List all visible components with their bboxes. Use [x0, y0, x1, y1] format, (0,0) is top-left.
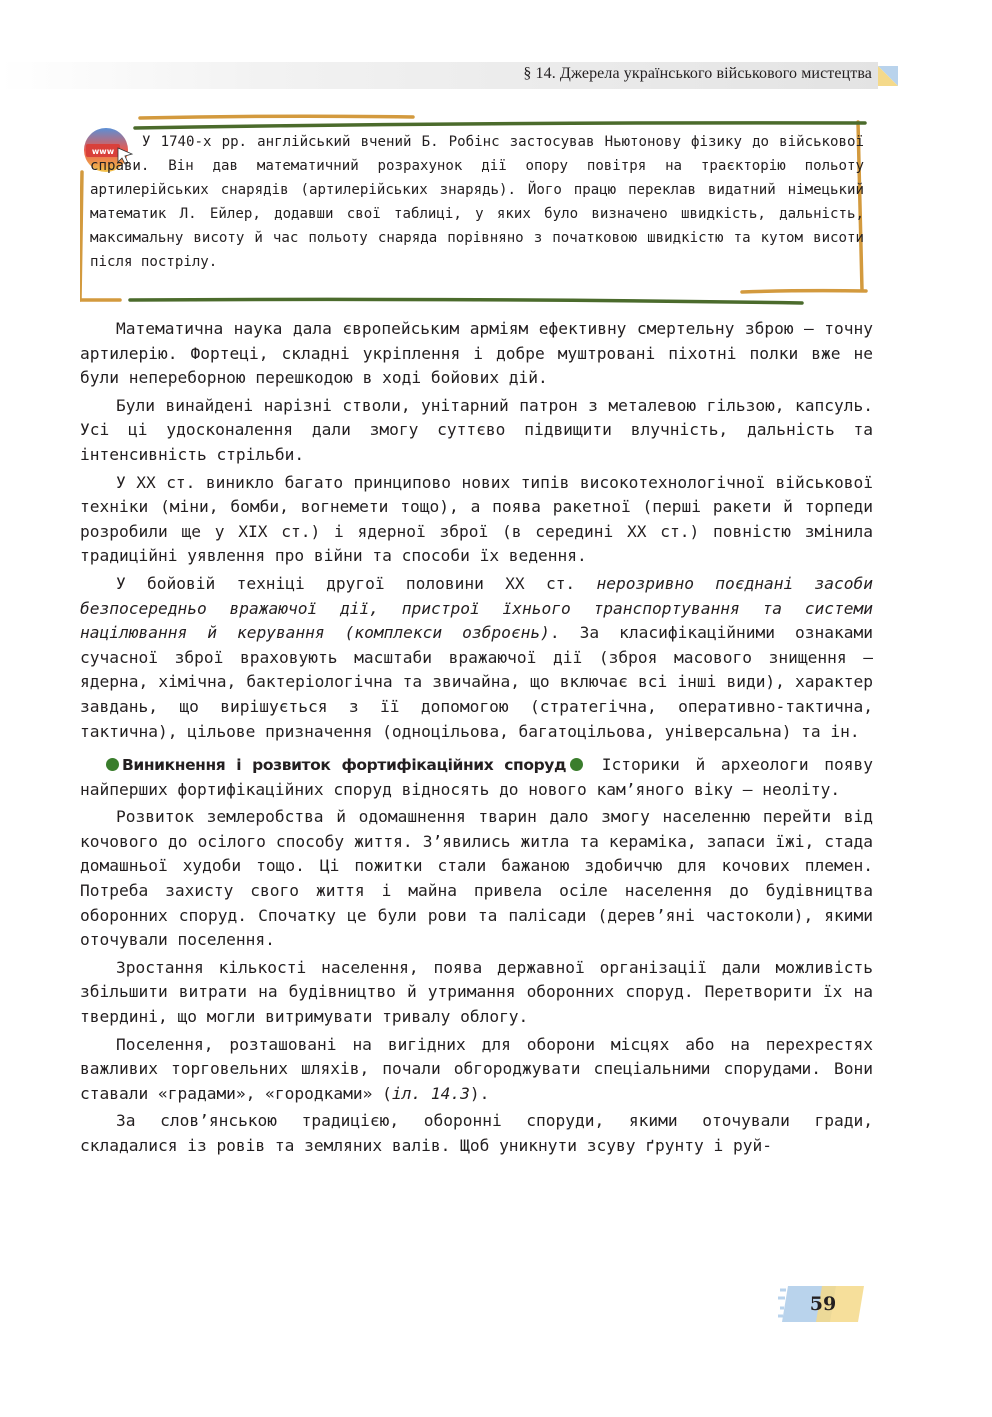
note-text: [90, 130, 864, 274]
paragraph-5: [80, 753, 873, 802]
paragraph-4-italic: нерозривно поєднані засоби безпосередньо вражаючої дії, пристрої їхнього транспортування та системи націлювання й керування (комплекси озброєнь): [80, 573, 874, 643]
bullet-dot-icon: [570, 758, 583, 771]
paragraph-4: [80, 572, 873, 744]
main-text: [80, 317, 873, 1162]
header-corner-decoration: [878, 66, 898, 86]
paragraph-5-text: Історики й археологи появу найперших фортифікаційних споруд відносять до нового кам’яного віку — неоліту.: [80, 755, 873, 799]
paragraph-8-end: ).: [469, 1083, 490, 1103]
paragraph-4-start: У бойовій техніці другої половини XX ст.: [116, 573, 597, 593]
running-header: § 14. Джерела українського військового мистецтва: [523, 65, 872, 82]
illustration-reference: іл. 14.3: [391, 1083, 470, 1103]
paragraph-8-start: Поселення, розташовані на вигідних для оборони місцях або на перехрестях важливих торговельних шляхів, почали обгороджувати спеціальними спорудами. Вони ставали «градами», «городками» (: [80, 1034, 873, 1103]
bullet-dot-icon: [106, 758, 119, 771]
paragraph-7: Зростання кількості населення, поява державної організації дали можливість збільшити витрати на будівництво й утримання оборонних споруд. Перетворити їх на твердині, що могли витримувати тривалу облогу.: [80, 957, 873, 1027]
note-paragraph: У 1740-х рр. англійський вчений Б. Робінс застосував Ньютонову фізику до військової справи. Він дав математичний розрахунок дії опору повітря на траєкторію польоту артилерійських снарядів (артилерійських знарядь). Його працю переклав видатний німецький математик Л. Ейлер, додавши свої таблиці, у яких було визначено швидкість, дальність, максимальну висоту й час польоту снаряда порівняно з початковою швидкістю та кутом висоти після пострілу.: [90, 134, 864, 270]
paragraph-9: За слов’янською традицією, оборонні споруди, якими оточували гради, складалися із ровів та земляних валів. Щоб уникнути зсуву ґрунту і руй-: [80, 1111, 873, 1155]
paragraph-2: Були винайдені нарізні стволи, унітарний патрон з металевою гільзою, капсуль. Усі ці удосконалення дали змогу суттєво підвищити влучність, дальність та інтенсивність стрільби.: [80, 395, 873, 464]
paragraph-6: Розвиток землеробства й одомашнення тварин дало змогу населенню перейти від кочового до осілого способу життя. З’явились житла та кераміка, запаси їжі, стада домашньої худоби тощо. Ці пожитки стали бажаною здобиччю для кочових племен. Потреба захисту свого життя і майна привела осіле населення до будівництва оборонних споруд. Спочатку це були рови та палісади (дерев’яні частоколи), якими оточували поселення.: [80, 807, 873, 950]
page-number-tab: [778, 1284, 868, 1324]
paragraph-4-end: . За класифікаційними ознаками сучасної зброї враховують масштаби вражаючої дії (зброя масового знищення — ядерна, хімічна, бактеріологічна та звичайна, що включає всі інші види), характер завдань, що вирішується з її допомогою (стратегічна, оперативно-тактична, тактична), цільове призначення (одноцільова, багатоцільова, універсальна) та ін.: [80, 623, 874, 741]
www-icon-label: www: [91, 147, 115, 156]
section-title: Виникнення і розвиток фортифікаційних споруд: [122, 756, 567, 775]
page-number: 59: [809, 1293, 837, 1315]
paragraph-1: Математична наука дала європейським арміям ефективну смертельну зброю — точну артилерію. Фортеці, складні укріплення і добре муштровані піхотні полки вже не були непереборною перешкодою в ході бойових дій.: [80, 319, 873, 388]
paragraph-3: У XX ст. виникло багато принципово нових типів високотехнологічної військової техніки (міни, бомби, вогнемети тощо), а поява ракетної (перші ракети й торпеди розробили ще у XIX ст.) і ядерної зброї (в середині XX ст.) повністю змінила традиційні уявлення про війни та способи їх ведення.: [80, 472, 873, 566]
paragraph-8: [80, 1033, 873, 1107]
